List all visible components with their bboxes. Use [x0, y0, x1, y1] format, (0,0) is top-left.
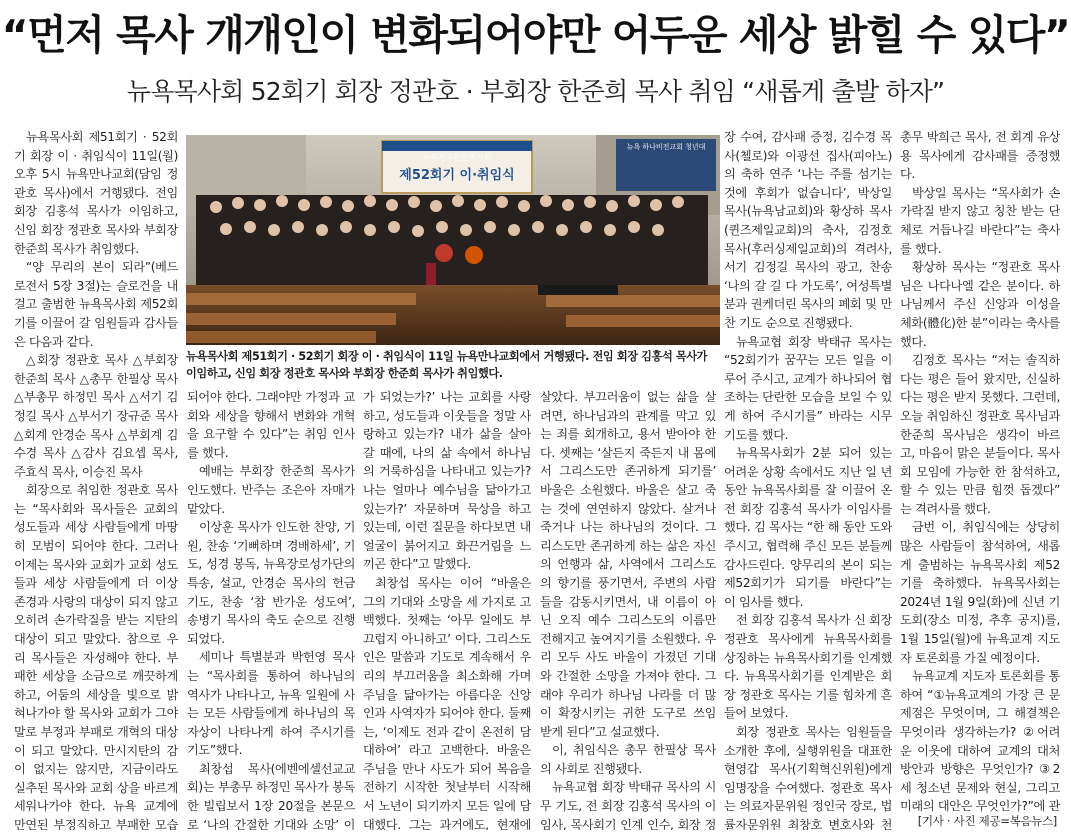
article-paragraph: 이, 취임식은 총무 한필상 목사의 사회로 진행됐다.: [540, 743, 716, 776]
article-paragraph: 김정호 목사는 “저는 솔직하다는 평은 들어 왔지만, 신실하다는 평은 받지 못했다. 그런데, 오늘 취임하신 정관호 목사님과 한준희 목사님은 생각이 바르고, 마음이 맑은 분들이다. 목사회 모임에 가능한 한 참석하고, 할 수 있는 만큼 힘껏 돕겠다” 는 격려사를 했다.: [900, 353, 1060, 516]
article-column-4: [540, 388, 716, 830]
article-paragraph: 뉴욕목사회 제51회기 · 52회기 회장 이 · 취임식이 11일(월) 오후 5시 뉴욕만나교회(담임 정관호 목사)에서 거행됐다. 전임 회장 김홍석 목사가 이임하고, 신임 회장 정관호 목사와 부회장 한준희 목사가 취임했다.: [14, 130, 178, 256]
article-paragraph: 예배는 부회장 한준희 목사가 인도했다. 반주는 조은아 자매가 맡았다.: [187, 464, 355, 516]
article-paragraph: 살았다. 부끄러움이 없는 삶을 살려면, 하나님과의 관계를 막고 있는 죄를 회개하고, 용서 받아야 한다. 셋째는 ‘살든지 죽든지 내 몸에서 그리스도만 존귀하게 되기를’ 바울은 소원했다. 바울은 살고 죽는 것에 연연하지 않았다. 살거나 죽거나 나는 하나님의 것이다. 그리스도만 존귀하게 하는 삶은 자신의 언행과 삶, 사역에서 그리스도의 향기를 풍기면서, 주변의 사람들을 감동시키면서, 내 이름이 아닌 오직 예수 그리스도의 이름만 전해지고 높여지기를 소원했다. 우리 모두 사도 바울이 가졌던 기대와 간절한 소망을 가져야 한다. 그래야 우리가 하나님 나라를 더 많이 확장시키는 귀한 도구로 쓰임 받게 된다”고 설교했다.: [540, 390, 716, 739]
article-paragraph: 박상일 목사는 “목사회가 손가락질 받지 않고 칭찬 받는 단체로 거듭나길 바란다”는 축사를 했다.: [900, 185, 1060, 256]
article-column-6: [900, 128, 1060, 812]
article-paragraph: 회장 정관호 목사는 임원들을 소개한 후에, 실행위원을 대표한 현영갑 목사(기획혁신위원)에게 임명장을 수여했다. 정관호 목사는 의료자문위원 정인국 장로, 법률자문위원 최창호 변호사와 천: [724, 725, 892, 830]
article-paragraph: 장 수여, 감사패 증정, 김수경 목사(첼로)와 이광선 집사(피아노)의 축하 연주 ‘나는 주를 섬기는 것에 후회가 없습니다’, 박상일 목사(뉴욕남교회)와 황상하 목사(퀸즈제일교회)의 축사, 김정호 목사(후러싱제일교회)의 격려사, 서기 김정길 목사의 광고, 찬송 ‘나의 갈 길 다 가도록’, 여성특별분과 권케더린 목사의 폐회 및 만찬 기도 순으로 진행됐다.: [724, 130, 892, 330]
article-paragraph: 뉴욕교협 회장 박태규 목사의 시무 기도, 전 회장 김홍석 목사의 이임사, 목사회기 인계 인수, 회장 정: [540, 780, 716, 830]
article-paragraph: △회장 정관호 목사 △부회장 한준희 목사 △총무 한필상 목사 △부총무 하정민 목사 △서기 김정길 목사 △부서기 장규준 목사 △회계 안경순 목사 △부회계 김수경 목사 △감사 김요셉 목사, 주효식 목사, 이승진 목사: [14, 353, 178, 479]
article-paragraph: 최창섭 목사(에벤에셀선교교회)는 부총무 하정민 목사가 봉독한 빌립보서 1장 20절을 본문으로 ‘나의 간절한 기대와 소망’ 이: [187, 761, 355, 830]
article-column-5: [724, 128, 892, 830]
photo-credit: [기사 · 사진 제공=복음뉴스]: [917, 814, 1057, 828]
article-paragraph: 회장으로 취임한 정관호 목사는 “목사회와 목사들은 교회의 성도들과 세상 사람들에게 마땅히 모범이 되어야 한다. 그러나 이제는 목사와 교회가 교회 성도들과 세상 사람들에게 더 이상 존경과 사랑의 대상이 되지 않고 오히려 손가락질을 받는 지탄의 대상이 되고 말았다. 참으로 우리 목사들은 자성해야 한다. 부패한 세상을 소금으로 깨끗하게 하고, 어둠의 세상을 빛으로 밝혀나가야 할 목사와 교회가 그야말로 부정과 부패로 개혁의 대상이 되고 말았다. 만시지탄의 감이 없지는 않지만, 지금이라도 실추된 목사와 교회 상을 바르게 세워나가야 한다. 뉴욕 교계에 만연된 부정직하고 부패한 모습: [14, 483, 178, 830]
subheadline: 뉴욕목사회 52회기 회장 정관호 · 부회장 한준희 목사 취임 “새롭게 출발 하자”: [126, 77, 945, 106]
event-photo: [186, 135, 720, 345]
banner-org: 뉴욕지구한인목사회: [422, 153, 492, 162]
headline: “먼저 목사 개개인이 변화되어야만 어두운 세상 밝힐 수 있다”: [1, 11, 1070, 59]
banner-title: 제52회기 이·취임식: [399, 168, 515, 183]
article-paragraph: 총무 박희근 목사, 전 회계 유상용 목사에게 감사패를 증정했다.: [900, 130, 1060, 182]
article-column-3: [363, 388, 531, 830]
article-paragraph: 뉴욕목사회가 2분 되어 있는 어려운 상황 속에서도 지난 일 년 동안 뉴욕목사회를 잘 이끌어 온 전 회장 김홍석 목사가 이임사를 했다. 김 목사는 “한 해 동안 도와주시고, 협력해 주신 모든 분들께 감사드린다. 양무리의 본이 되는 제52회기가 되기를 바란다”는 이 임사를 했다.: [724, 446, 892, 609]
article-paragraph: 뉴욕교계 지도자 토론회를 통하여 “①뉴욕교계의 가장 큰 문제점은 무엇이며, 그 해결책은 무엇이라 생각하는가? ②어려운 이웃에 대하여 교계의 대처 방안과 방향은 무엇인가? ③2세 청소년 문제와 현실, 그리고 미래의 대안은 무엇인가?”에 관: [900, 669, 1060, 812]
article-column-1: [14, 128, 178, 830]
article-paragraph: 최창섭 목사는 이어 “바울은 그의 기대와 소망을 세 가지로 고백했다. 첫째는 ‘아무 일에도 부끄럽지 아니하고’ 이다. 그리스도인은 말씀과 기도로 계속해서 우리의 부끄러움을 최소화해 가며 주님을 닮아가는 아름다운 신앙인과 사역자가 되어야 한다. 둘째는, ‘이제도 전과 같이 온전히 담대하여’ 라고 고백한다. 바울은 주님을 만나 사도가 되어 복음을 전하기 시작한 첫날부터 시작해서 노년이 되기까지 모든 일에 담대했다. 그는 과거에도, 현재에: [363, 575, 531, 830]
article-paragraph: 뉴욕교협 회장 박태규 목사는 “52회기가 꿈꾸는 모든 일을 이루어 주시고, 교계가 하나되어 협조하는 단란한 모습을 보일 수 있게 하여 주시기를” 바라는 시무 기도를 했다.: [724, 334, 892, 442]
article-paragraph: 세미나 특별분과 박헌영 목사는 “목사회를 통하여 하나님의 역사가 나타나고, 뉴욕 일원에 사는 모든 사람들에게 하나님의 목자상이 나타나게 하여 주시기를 기도”했다.: [187, 650, 355, 758]
screen-text: 뉴욕 하나비전교회 청년대: [626, 143, 706, 151]
article-paragraph: 전 회장 김홍석 목사가 신 회장 정관호 목사에게 뉴욕목사회를 상징하는 뉴욕목사회기를 인계했다. 뉴욕목사회기를 인계받은 회장 정관호 목사는 기를 힘차게 흔들어 보였다.: [724, 613, 892, 721]
article-paragraph: 되어야 한다. 그래야만 가정과 교회와 세상을 향해서 변화와 개혁을 요구할 수 있다”는 취임 인사를 했다.: [187, 390, 355, 460]
photo-caption: 뉴욕목사회 제51회기 · 52회기 회장 이 · 취임식이 11일 뉴욕만나교회에서 거행됐다. 전임 회장 김홍석 목사가 이임하고, 신임 회장 정관호 목사와 부회장 한준희 목사가 취임했다.: [186, 350, 708, 380]
article-paragraph: 황상하 목사는 “정관호 목사님은 나다나엘 같은 분이다. 하나님께서 주신 신앙과 이성을 체화(體化)한 분”이라는 축사를 했다.: [900, 260, 1060, 349]
article-paragraph: 이상훈 목사가 인도한 찬양, 기원, 찬송 ‘기뻐하며 경배하세’, 기도, 성경 봉독, 뉴욕장로성가단의 특송, 설교, 안경순 목사의 헌금 기도, 찬송 ‘참 반가운 성도여’, 송병기 목사의 축도 순으로 진행되었다.: [187, 520, 355, 646]
article-paragraph: 금번 이, 취임식에는 상당히 많은 사람들이 참석하여, 새롭게 출범하는 뉴욕목사회 제52기를 축하했다. 뉴욕목사회는 2024년 1월 9일(화)에 신년 기도회(장소 미정, 추후 공지)를, 1월 15일(월)에 뉴욕교계 지도자 토론회를 가질 예정이다.: [900, 520, 1060, 665]
article-paragraph: 가 되었는가?’ 나는 교회를 사랑하고, 성도들과 이웃들을 정말 사랑하고 있는가? 내가 삶을 살아갈 때에, 나의 삶 속에서 하나님의 거룩하심을 나타내고 있는가? 나는 얼마나 예수님을 닮아가고 있는가?’ 자문하며 묵상을 하고 있는데, 이런 질문을 하다보면 내 얼굴이 붉어지고 화끈거림을 느끼곤 한다”고 말했다.: [363, 390, 531, 572]
article-column-2: [187, 388, 355, 830]
article-paragraph: “양 무리의 본이 되라”(베드로전서 5장 3절)는 슬로건을 내걸고 출범한 뉴욕목사회 제52회기를 이끌어 갈 임원들과 감사들은 다음과 같다.: [14, 260, 178, 349]
